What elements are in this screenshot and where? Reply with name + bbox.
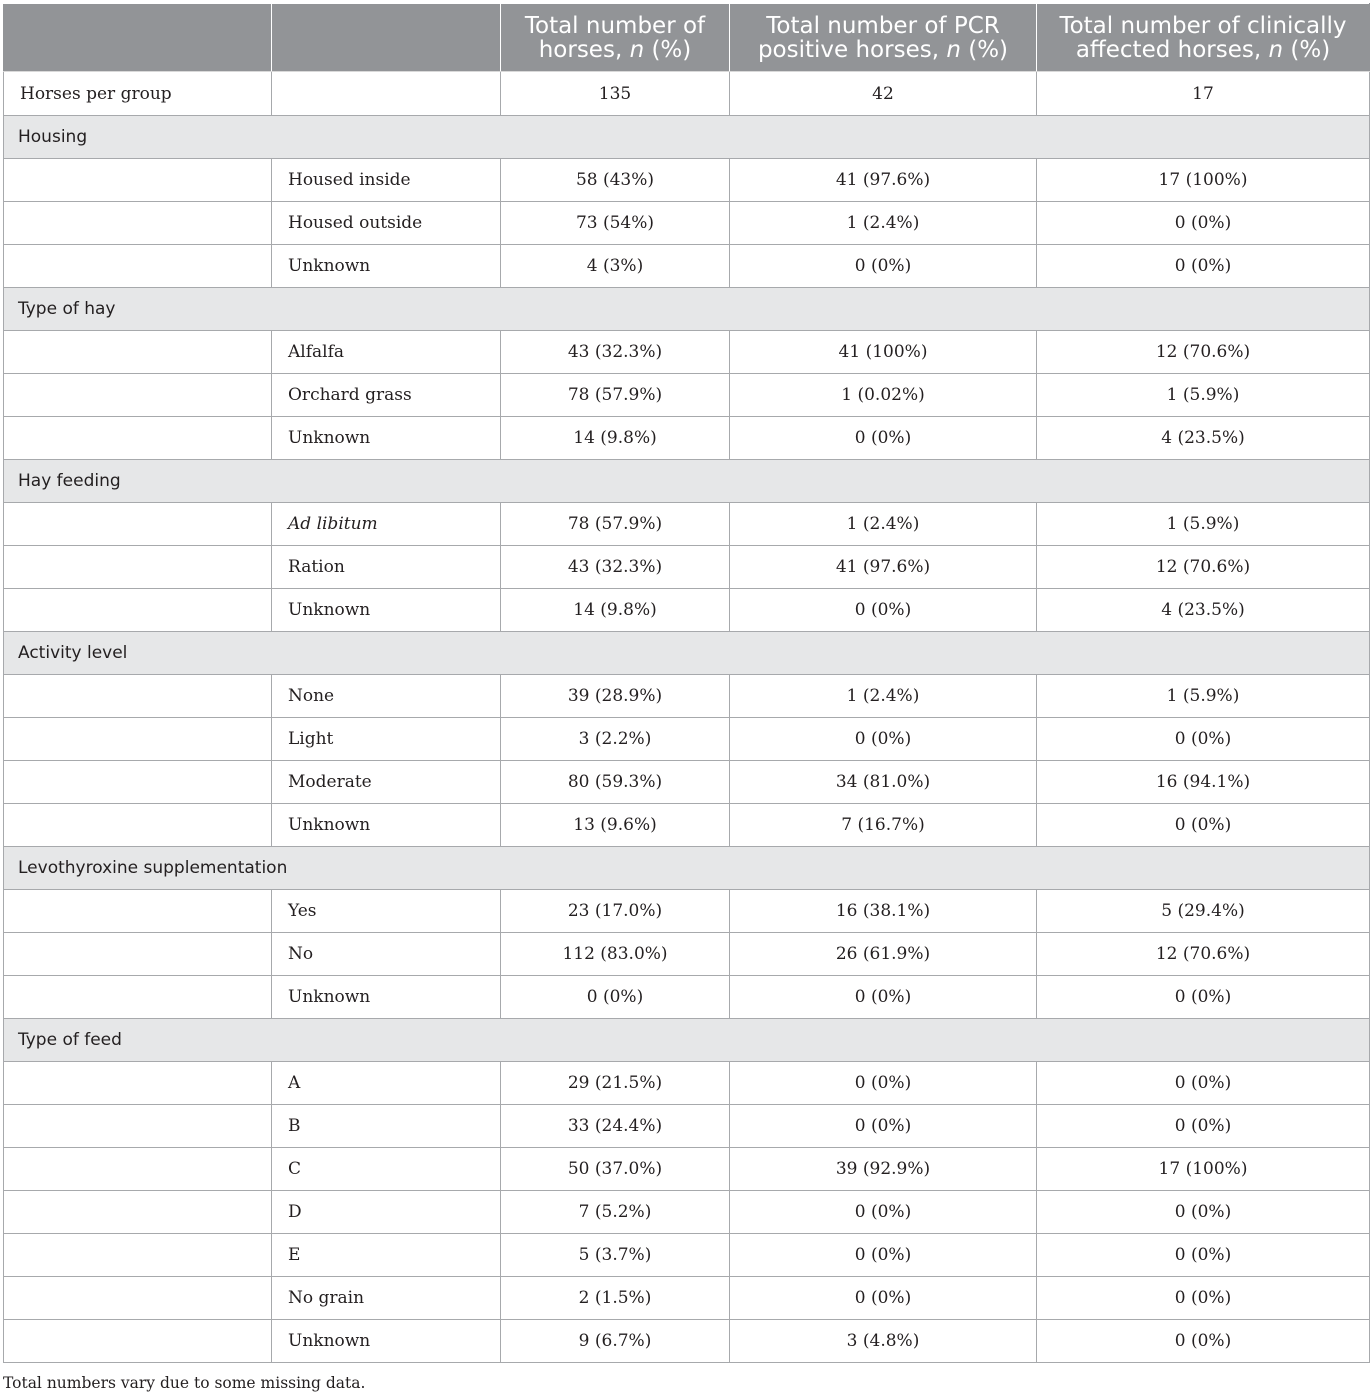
row-empty-cell (4, 718, 272, 761)
row-total-value: 5 (3.7%) (501, 1234, 730, 1277)
row-label: E (272, 1234, 501, 1277)
row-pcr-value: 0 (0%) (730, 1191, 1037, 1234)
row-empty-cell (4, 804, 272, 847)
header-row (4, 4, 1370, 72)
totals-pcr: 42 (730, 72, 1037, 116)
row-clinical-value: 0 (0%) (1037, 202, 1370, 245)
row-empty-cell (4, 1277, 272, 1320)
header-col-pcr: Total number of PCR positive horses, n (%) (730, 4, 1037, 72)
row-total-value: 9 (6.7%) (501, 1320, 730, 1363)
section-title: Housing (4, 116, 1370, 159)
row-empty-cell (4, 546, 272, 589)
row-empty-cell (4, 1320, 272, 1363)
row-clinical-value: 0 (0%) (1037, 804, 1370, 847)
header-col-category (4, 4, 272, 72)
row-label: Unknown (272, 804, 501, 847)
row-pcr-value: 0 (0%) (730, 1105, 1037, 1148)
row-empty-cell (4, 976, 272, 1019)
row-clinical-value: 12 (70.6%) (1037, 933, 1370, 976)
row-total-value: 112 (83.0%) (501, 933, 730, 976)
section-title: Type of feed (4, 1019, 1370, 1062)
row-clinical-value: 4 (23.5%) (1037, 417, 1370, 460)
table-row (4, 331, 1370, 374)
table-row (4, 503, 1370, 546)
row-clinical-value: 0 (0%) (1037, 1105, 1370, 1148)
row-total-value: 78 (57.9%) (501, 503, 730, 546)
totals-label: Horses per group (4, 72, 272, 116)
row-total-value: 73 (54%) (501, 202, 730, 245)
row-pcr-value: 16 (38.1%) (730, 890, 1037, 933)
row-empty-cell (4, 1191, 272, 1234)
table-row (4, 804, 1370, 847)
row-clinical-value: 0 (0%) (1037, 1277, 1370, 1320)
section-header-row (4, 116, 1370, 159)
row-empty-cell (4, 1148, 272, 1191)
row-label: None (272, 675, 501, 718)
row-clinical-value: 0 (0%) (1037, 245, 1370, 288)
row-total-value: 43 (32.3%) (501, 331, 730, 374)
section-header-row (4, 632, 1370, 675)
totals-empty (272, 72, 501, 116)
row-label: Housed outside (272, 202, 501, 245)
table-row (4, 1234, 1370, 1277)
row-clinical-value: 0 (0%) (1037, 1320, 1370, 1363)
row-label: No (272, 933, 501, 976)
row-pcr-value: 41 (97.6%) (730, 546, 1037, 589)
row-clinical-value: 12 (70.6%) (1037, 331, 1370, 374)
row-label: Unknown (272, 417, 501, 460)
section-title: Type of hay (4, 288, 1370, 331)
row-label: Ration (272, 546, 501, 589)
row-clinical-value: 12 (70.6%) (1037, 546, 1370, 589)
section-title: Hay feeding (4, 460, 1370, 503)
row-pcr-value: 0 (0%) (730, 718, 1037, 761)
row-total-value: 3 (2.2%) (501, 718, 730, 761)
row-label: Ad libitum (272, 503, 501, 546)
row-empty-cell (4, 159, 272, 202)
row-pcr-value: 41 (97.6%) (730, 159, 1037, 202)
row-total-value: 58 (43%) (501, 159, 730, 202)
table-row (4, 890, 1370, 933)
data-table (3, 3, 1370, 1363)
row-clinical-value: 17 (100%) (1037, 1148, 1370, 1191)
row-empty-cell (4, 202, 272, 245)
table-footnote: Total numbers vary due to some missing data. (3, 1374, 366, 1392)
row-empty-cell (4, 417, 272, 460)
header-col-subcategory (272, 4, 501, 72)
row-empty-cell (4, 933, 272, 976)
row-label: Yes (272, 890, 501, 933)
row-label: Unknown (272, 245, 501, 288)
row-empty-cell (4, 245, 272, 288)
table-row (4, 718, 1370, 761)
section-title: Levothyroxine supplementation (4, 847, 1370, 890)
row-empty-cell (4, 890, 272, 933)
row-clinical-value: 0 (0%) (1037, 976, 1370, 1019)
row-pcr-value: 1 (0.02%) (730, 374, 1037, 417)
totals-clinical: 17 (1037, 72, 1370, 116)
row-pcr-value: 34 (81.0%) (730, 761, 1037, 804)
row-pcr-value: 0 (0%) (730, 245, 1037, 288)
row-total-value: 33 (24.4%) (501, 1105, 730, 1148)
table-row (4, 761, 1370, 804)
row-empty-cell (4, 503, 272, 546)
section-header-row (4, 460, 1370, 503)
row-label: Light (272, 718, 501, 761)
table-row (4, 245, 1370, 288)
row-label: Unknown (272, 1320, 501, 1363)
row-total-value: 78 (57.9%) (501, 374, 730, 417)
row-pcr-value: 0 (0%) (730, 1062, 1037, 1105)
row-label: A (272, 1062, 501, 1105)
table-row (4, 159, 1370, 202)
row-pcr-value: 26 (61.9%) (730, 933, 1037, 976)
row-pcr-value: 41 (100%) (730, 331, 1037, 374)
row-clinical-value: 1 (5.9%) (1037, 374, 1370, 417)
row-pcr-value: 7 (16.7%) (730, 804, 1037, 847)
row-pcr-value: 1 (2.4%) (730, 503, 1037, 546)
row-pcr-value: 3 (4.8%) (730, 1320, 1037, 1363)
section-title: Activity level (4, 632, 1370, 675)
row-pcr-value: 0 (0%) (730, 417, 1037, 460)
row-total-value: 0 (0%) (501, 976, 730, 1019)
table-row (4, 589, 1370, 632)
row-clinical-value: 0 (0%) (1037, 718, 1370, 761)
row-label: B (272, 1105, 501, 1148)
row-clinical-value: 0 (0%) (1037, 1234, 1370, 1277)
row-label: Unknown (272, 589, 501, 632)
table-row (4, 1148, 1370, 1191)
row-total-value: 80 (59.3%) (501, 761, 730, 804)
section-header-row (4, 288, 1370, 331)
row-clinical-value: 0 (0%) (1037, 1191, 1370, 1234)
row-total-value: 39 (28.9%) (501, 675, 730, 718)
row-total-value: 50 (37.0%) (501, 1148, 730, 1191)
table-row (4, 1062, 1370, 1105)
row-pcr-value: 0 (0%) (730, 976, 1037, 1019)
table-header (4, 4, 1370, 72)
section-header-row (4, 847, 1370, 890)
table-row (4, 202, 1370, 245)
row-total-value: 23 (17.0%) (501, 890, 730, 933)
table-row (4, 675, 1370, 718)
row-total-value: 43 (32.3%) (501, 546, 730, 589)
row-total-value: 4 (3%) (501, 245, 730, 288)
table-row (4, 1320, 1370, 1363)
row-total-value: 14 (9.8%) (501, 589, 730, 632)
header-col-clinical: Total number of clinically affected horses, n (%) (1037, 4, 1370, 72)
table-body (4, 72, 1370, 1363)
row-pcr-value: 0 (0%) (730, 589, 1037, 632)
table-row (4, 1105, 1370, 1148)
row-empty-cell (4, 1234, 272, 1277)
row-label: Moderate (272, 761, 501, 804)
row-clinical-value: 4 (23.5%) (1037, 589, 1370, 632)
row-label: Unknown (272, 976, 501, 1019)
row-clinical-value: 1 (5.9%) (1037, 503, 1370, 546)
totals-total: 135 (501, 72, 730, 116)
row-clinical-value: 0 (0%) (1037, 1062, 1370, 1105)
section-header-row (4, 1019, 1370, 1062)
row-empty-cell (4, 374, 272, 417)
table-row (4, 1277, 1370, 1320)
table-row (4, 374, 1370, 417)
row-total-value: 13 (9.6%) (501, 804, 730, 847)
table-row (4, 1191, 1370, 1234)
table-row (4, 976, 1370, 1019)
row-total-value: 7 (5.2%) (501, 1191, 730, 1234)
table-row (4, 417, 1370, 460)
row-empty-cell (4, 675, 272, 718)
row-pcr-value: 1 (2.4%) (730, 675, 1037, 718)
row-pcr-value: 1 (2.4%) (730, 202, 1037, 245)
table-row (4, 933, 1370, 976)
row-label: C (272, 1148, 501, 1191)
row-label: D (272, 1191, 501, 1234)
row-label: No grain (272, 1277, 501, 1320)
header-col-total: Total number of horses, n (%) (501, 4, 730, 72)
row-empty-cell (4, 331, 272, 374)
row-total-value: 2 (1.5%) (501, 1277, 730, 1320)
row-empty-cell (4, 761, 272, 804)
totals-row (4, 72, 1370, 116)
row-empty-cell (4, 589, 272, 632)
row-label: Orchard grass (272, 374, 501, 417)
row-label: Housed inside (272, 159, 501, 202)
row-total-value: 29 (21.5%) (501, 1062, 730, 1105)
row-pcr-value: 39 (92.9%) (730, 1148, 1037, 1191)
row-clinical-value: 16 (94.1%) (1037, 761, 1370, 804)
row-pcr-value: 0 (0%) (730, 1277, 1037, 1320)
row-clinical-value: 17 (100%) (1037, 159, 1370, 202)
row-empty-cell (4, 1062, 272, 1105)
row-clinical-value: 1 (5.9%) (1037, 675, 1370, 718)
row-clinical-value: 5 (29.4%) (1037, 890, 1370, 933)
row-pcr-value: 0 (0%) (730, 1234, 1037, 1277)
row-empty-cell (4, 1105, 272, 1148)
row-total-value: 14 (9.8%) (501, 417, 730, 460)
row-label: Alfalfa (272, 331, 501, 374)
table-row (4, 546, 1370, 589)
